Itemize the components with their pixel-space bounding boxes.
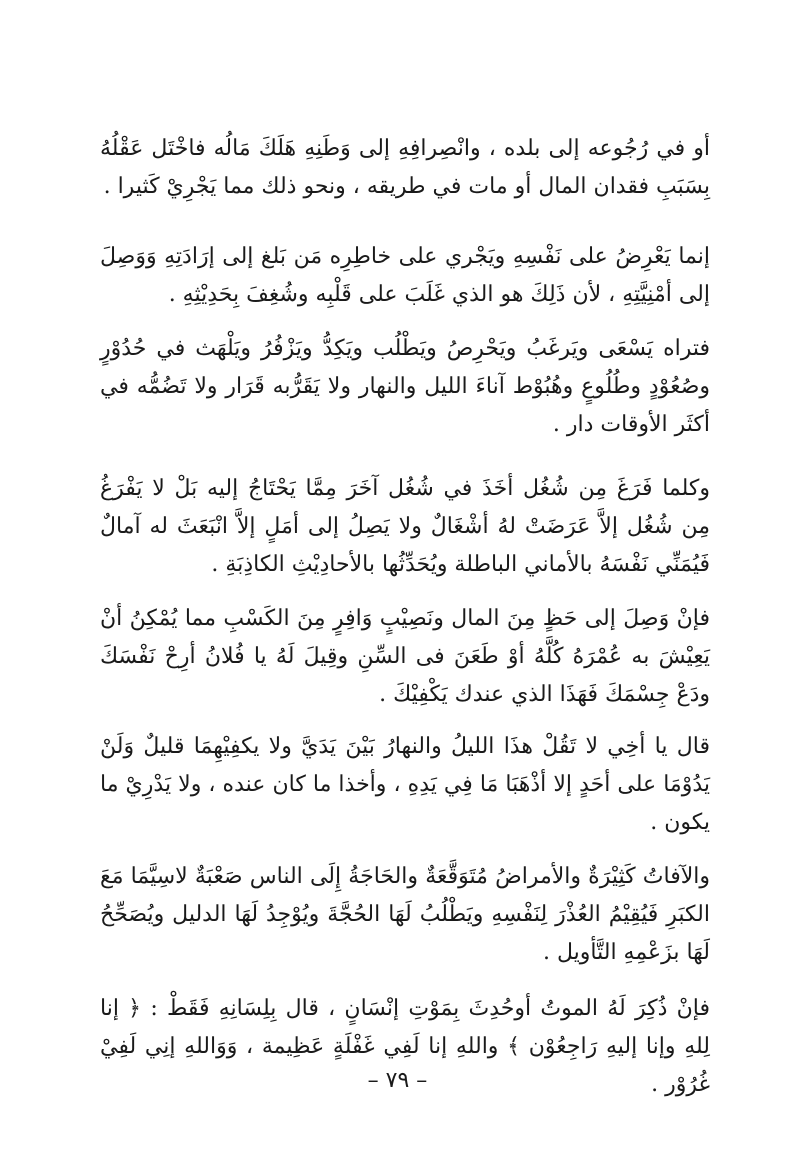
paragraph-6: قال يا أخِي لا تَقُلْ هذَا الليلُ والنهارُ بَيْنَ يَدَيَّ ولا يكفِيْهِمَا قليلٌ وَلَنْ يَدُوْمَا على أحَدٍ إلا أذْهَبَا مَا فِي يَدِهِ ، وأخذا ما كان عنده ، ولا يَدْرِيْ ما يكون . xyxy=(100,734,710,835)
paragraph-2: إنما يَعْرِضُ على نَفْسِهِ ويَجْري على خاطِرِه مَن بَلغ إلى إرَادَتِهِ وَوَصِلَ إلى أمْنِيَّتِهِ ، لأن ذَلِكَ هو الذي غَلَبَ على قَلْبِه وشُغِفَ بِحَدِيْثِهِ . xyxy=(100,244,710,307)
paragraph-5: فإنْ وَصِلَ إلى حَظٍ مِنَ المال ونَصِيْبٍ وَافِرٍ مِنَ الكَسْبِ مما يُمْكِنُ أنْ يَعِيْشَ به عُمْرَهُ كُلَّهُ أوْ طَعَنَ فى السِّنِ وقِيلَ لَهُ يا فُلانُ أرِحْ نَفْسَكَ ودَعْ جِسْمَكَ فَهَذَا الذي عندك يَكْفِيْكَ . xyxy=(100,606,710,707)
page-number: – ٧٩ – xyxy=(367,1068,428,1093)
paragraph-8: فإنْ ذُكِرَ لَهُ الموتُ أوحُدِثَ بِمَوْتِ إنْسَانٍ ، قال بِلِسَانِهِ فَقَطْ : ﴿ إنا لِلهِ وإنا إليهِ رَاجِعُوْن ﴾ واللهِ إنا لَفِي غَفْلَةٍ عَظِيمة ، وَوَاللهِ إنِي لَفِيْ غُرُوْر . xyxy=(100,996,710,1097)
paragraph-4: وكلما فَرَغَ مِن شُغُل أخَذَ في شُغُل آخَرَ مِمَّا يَحْتَاجُ إليه بَلْ لا يَفْرَغُ مِن شُغُل إلاَّ عَرَضَتْ لهُ أشْغَالٌ ولا يَصِلُ إلى أمَلٍ إلاَّ انْبَعَثَ له آمالٌ فَيُمَنِّي نَفْسَهُ بالأماني الباطلة ويُحَدِّثُها بالأحادِيْثِ الكاذِبَةِ . xyxy=(100,476,710,577)
paragraph-7: والآفاتُ كَثِيْرَةٌ والأمراضُ مُتَوَقَّعَةٌ والحَاجَةُ إِلَى الناس صَعْبَةٌ لاسِيَّمَا مَعَ الكبَرِ فَيُقِيْمُ العُذْرَ لِنَفْسِهِ ويَطْلُبُ لَهَا الحُجَّةَ ويُوْجِدُ لَهَا الدليل ويُصَحِّحُ لَهَا بزَعْمِهِ التَّأويل . xyxy=(100,864,710,965)
paragraph-3: فتراه يَسْعَى ويَرغَبُ ويَحْرِصُ ويَطْلُب ويَكِدُّ ويَزْفُرُ ويَلْهَث في حُدُوْرٍ وصُعُوْدٍ وطُلُوعٍ وهُبُوْط آناءَ الليل والنهار ولا يَقَرُّبه قَرَار ولا تَضُمُّه في أكثَر الأوقات دار . xyxy=(100,336,710,437)
paragraph-1: أو في رُجُوعه إلى بلده ، وانْصِرافِهِ إلى وَطَنِهِ هَلَكَ مَالُه فاخْتَل عَقْلُهُ بِسَبَبِ فقدان المال أو مات في طريقه ، ونحو ذلك مما يَجْرِيْ كَثيرا . xyxy=(100,136,710,199)
